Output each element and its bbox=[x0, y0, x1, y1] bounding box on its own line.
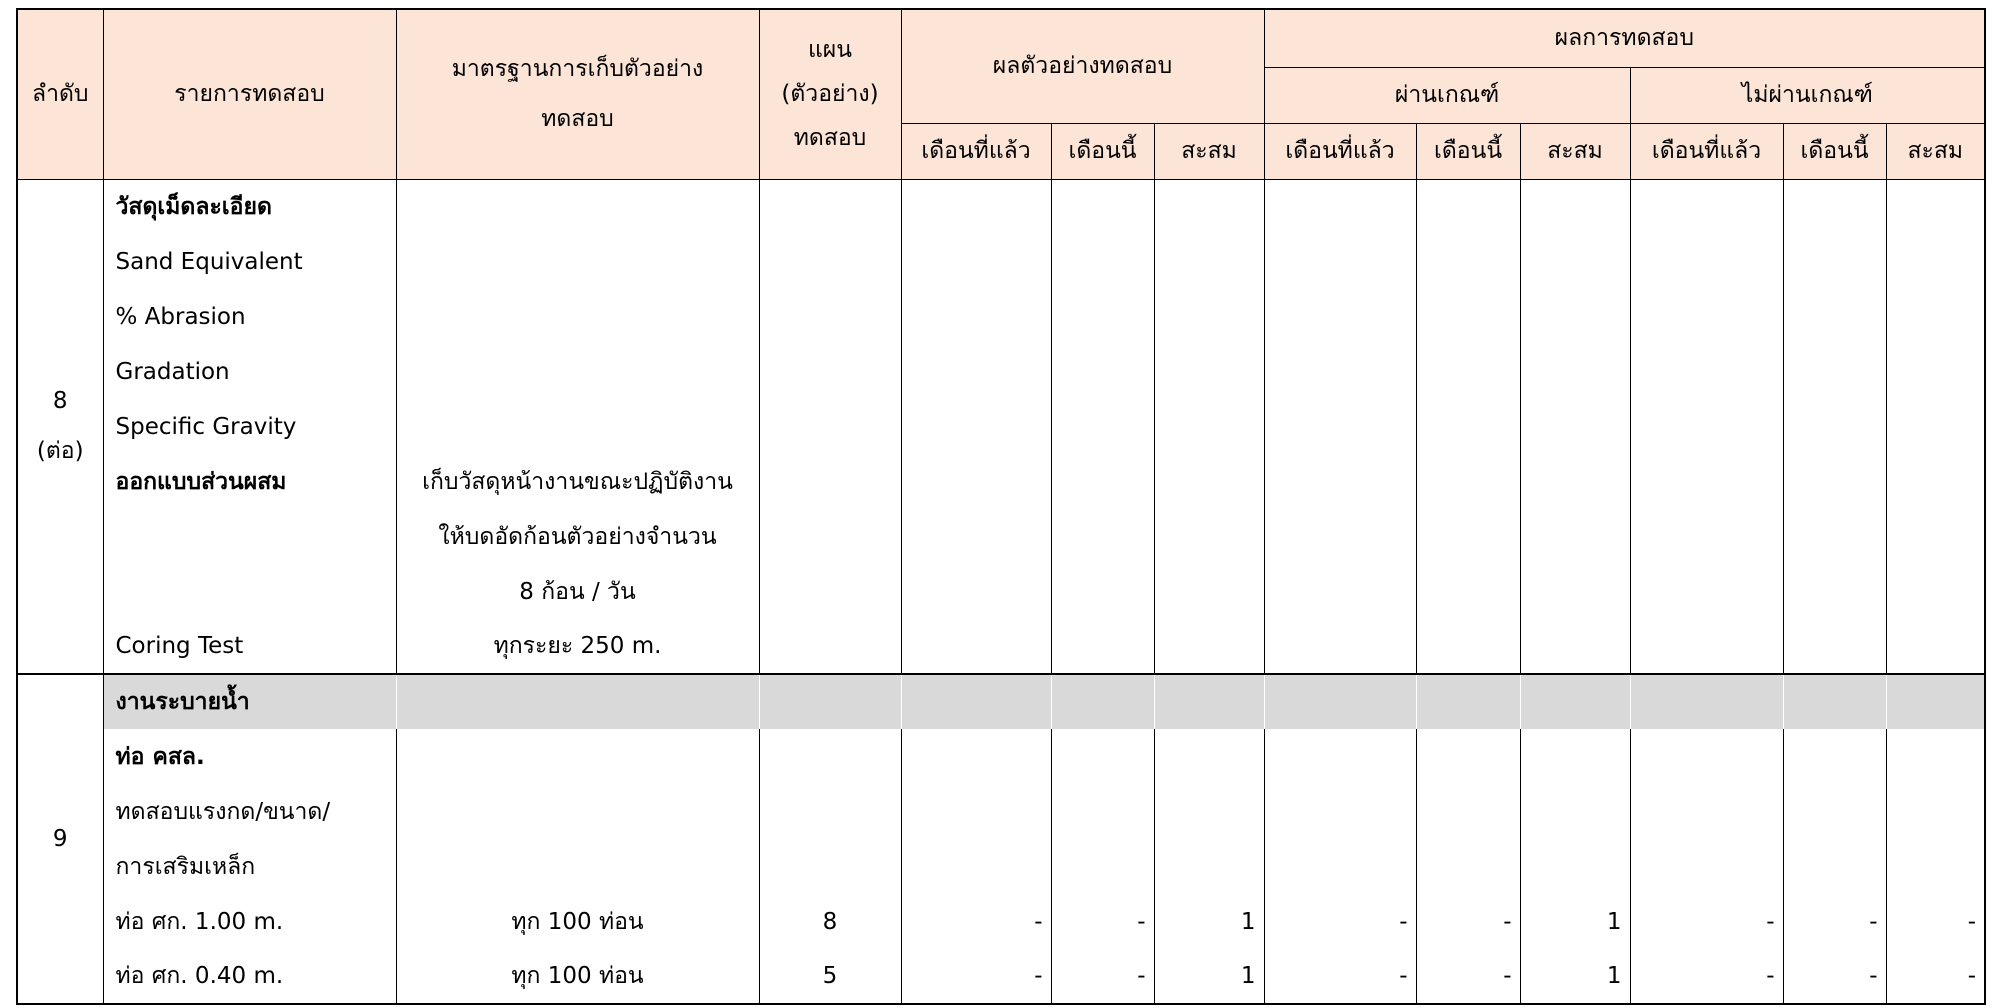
sampling-standard bbox=[396, 289, 759, 344]
header-plan bbox=[759, 9, 901, 179]
pass-cumulative: 1 bbox=[1520, 894, 1630, 949]
sampling-standard bbox=[396, 344, 759, 399]
test-item bbox=[103, 509, 396, 564]
sampling-standard: เก็บวัสดุหน้างานขณะปฏิบัติงาน bbox=[396, 454, 759, 509]
samples-last-month: - bbox=[901, 949, 1051, 1004]
test-item: % Abrasion bbox=[103, 289, 396, 344]
row-number-9 bbox=[17, 674, 103, 1004]
samples-cumulative: 1 bbox=[1154, 894, 1264, 949]
table-row bbox=[17, 564, 1985, 619]
header-samples-cumulative: สะสม bbox=[1154, 123, 1264, 179]
header-fail-this-month: เดือนนี้ bbox=[1783, 123, 1886, 179]
pass-last-month: - bbox=[1264, 949, 1416, 1004]
test-item: ท่อ ศก. 0.40 m. bbox=[103, 949, 396, 1004]
test-item: ออกแบบส่วนผสม bbox=[103, 454, 396, 509]
header-fail-last-month: เดือนที่แล้ว bbox=[1630, 123, 1783, 179]
test-item: Coring Test bbox=[103, 619, 396, 674]
sampling-standard: ทุก 100 ท่อน bbox=[396, 894, 759, 949]
table-row bbox=[17, 399, 1985, 454]
table-body bbox=[17, 179, 1985, 1004]
sampling-standard: ให้บดอัดก้อนตัวอย่างจำนวน bbox=[396, 509, 759, 564]
header-standard-line2: ทดสอบ bbox=[541, 106, 614, 133]
table-header bbox=[17, 9, 1985, 179]
table-row bbox=[17, 784, 1985, 839]
pass-last-month: - bbox=[1264, 894, 1416, 949]
test-item: Gradation bbox=[103, 344, 396, 399]
test-item: งานระบายน้ำ bbox=[103, 674, 396, 729]
row-number-sub: (ต่อ) bbox=[36, 438, 84, 465]
header-samples-last-month: เดือนที่แล้ว bbox=[901, 123, 1051, 179]
row-number: 9 bbox=[52, 826, 68, 852]
sampling-standard bbox=[396, 234, 759, 289]
test-item: วัสดุเม็ดละเอียด bbox=[103, 179, 396, 234]
header-item: รายการทดสอบ bbox=[103, 9, 396, 179]
test-item: การเสริมเหล็ก bbox=[103, 839, 396, 894]
test-item: Sand Equivalent bbox=[103, 234, 396, 289]
header-standard bbox=[396, 9, 759, 179]
pass-this-month: - bbox=[1416, 949, 1520, 1004]
header-results: ผลการทดสอบ bbox=[1264, 9, 1985, 67]
table-row bbox=[17, 234, 1985, 289]
table-row bbox=[17, 894, 1985, 949]
sampling-standard: ทุก 100 ท่อน bbox=[396, 949, 759, 1004]
header-pass-cumulative: สะสม bbox=[1520, 123, 1630, 179]
samples-last-month: - bbox=[901, 894, 1051, 949]
sampling-standard bbox=[396, 399, 759, 454]
table-row bbox=[17, 839, 1985, 894]
header-plan-line1: แผน bbox=[807, 37, 853, 64]
header-plan-line3: ทดสอบ bbox=[793, 125, 867, 152]
fail-last-month: - bbox=[1630, 949, 1783, 1004]
samples-this-month: - bbox=[1051, 894, 1154, 949]
header-samples-this-month: เดือนนี้ bbox=[1051, 123, 1154, 179]
test-item: ท่อ ศก. 1.00 m. bbox=[103, 894, 396, 949]
table-row bbox=[17, 674, 1985, 729]
header-samples: ผลตัวอย่างทดสอบ bbox=[901, 9, 1264, 123]
sampling-standard bbox=[396, 179, 759, 234]
table-row bbox=[17, 454, 1985, 509]
test-item: ท่อ คสล. bbox=[103, 729, 396, 784]
table-row bbox=[17, 729, 1985, 784]
header-pass: ผ่านเกณฑ์ bbox=[1264, 67, 1630, 123]
table-row bbox=[17, 509, 1985, 564]
test-item bbox=[103, 564, 396, 619]
row-number-8 bbox=[17, 179, 103, 674]
fail-last-month: - bbox=[1630, 894, 1783, 949]
fail-cumulative: - bbox=[1886, 949, 1985, 1004]
samples-cumulative: 1 bbox=[1154, 949, 1264, 1004]
pass-this-month: - bbox=[1416, 894, 1520, 949]
pass-cumulative: 1 bbox=[1520, 949, 1630, 1004]
header-pass-last-month: เดือนที่แล้ว bbox=[1264, 123, 1416, 179]
header-fail: ไม่ผ่านเกณฑ์ bbox=[1630, 67, 1985, 123]
test-item: ทดสอบแรงกด/ขนาด/ bbox=[103, 784, 396, 839]
table-row bbox=[17, 289, 1985, 344]
test-item: Specific Gravity bbox=[103, 399, 396, 454]
plan-value: 5 bbox=[759, 949, 901, 1004]
test-results-table bbox=[16, 8, 1986, 1005]
sampling-standard: ทุกระยะ 250 m. bbox=[396, 619, 759, 674]
table-row bbox=[17, 619, 1985, 674]
fail-this-month: - bbox=[1783, 949, 1886, 1004]
header-plan-line2: (ตัวอย่าง) bbox=[781, 81, 879, 108]
table-row bbox=[17, 344, 1985, 399]
sampling-standard: 8 ก้อน / วัน bbox=[396, 564, 759, 619]
table-row bbox=[17, 179, 1985, 234]
header-pass-this-month: เดือนนี้ bbox=[1416, 123, 1520, 179]
header-no: ลำดับ bbox=[17, 9, 103, 179]
plan-value: 8 bbox=[759, 894, 901, 949]
fail-cumulative: - bbox=[1886, 894, 1985, 949]
header-standard-line1: มาตรฐานการเก็บตัวอย่าง bbox=[451, 56, 704, 83]
header-fail-cumulative: สะสม bbox=[1886, 123, 1985, 179]
samples-this-month: - bbox=[1051, 949, 1154, 1004]
row-number: 8 bbox=[52, 388, 68, 415]
fail-this-month: - bbox=[1783, 894, 1886, 949]
table-row bbox=[17, 949, 1985, 1004]
